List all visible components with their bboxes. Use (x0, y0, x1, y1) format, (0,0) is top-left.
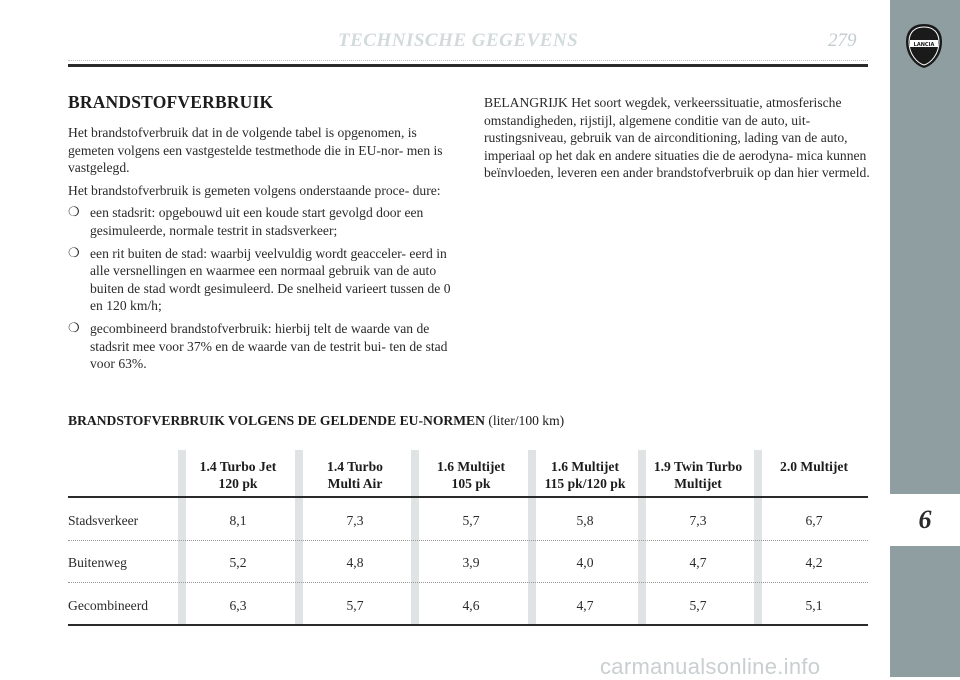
table-title (68, 413, 564, 429)
lancia-logo (904, 22, 944, 70)
table-cell: 7,3 (689, 513, 707, 528)
row-separator (68, 582, 868, 583)
table-cell: 5,2 (229, 555, 247, 570)
list-item (68, 245, 464, 315)
row-label: Buitenweg (68, 555, 127, 570)
column-header: 1.4 Turbo Jet 120 pk (199, 459, 277, 491)
table-cell: 5,7 (462, 513, 480, 528)
column-separator (178, 450, 186, 626)
procedure-paragraph: Het brandstofverbruik is gemeten volgens onderstaande proce- dure: (68, 182, 441, 198)
column-separator (411, 450, 419, 626)
column-separator (295, 450, 303, 626)
table-cell: 4,2 (805, 555, 823, 570)
table-cell: 4,6 (462, 598, 480, 613)
watermark: carmanualsonline.info (600, 654, 821, 679)
table-cell: 5,1 (805, 598, 823, 613)
list-item-text: gecombineerd brandstofverbruik: hierbij telt de waarde van de stadsrit mee voor 37% en de waarde van de testrit bui- ten de stad voor 63%. (90, 320, 448, 372)
svg-text:LANCIA: LANCIA (913, 42, 935, 48)
table-cell: 3,9 (462, 555, 480, 570)
column-header: 1.4 Turbo Multi Air (327, 459, 383, 491)
table-cell: 7,3 (346, 513, 364, 528)
header-title: TECHNISCHE GEGEVENS (338, 30, 579, 51)
list-item (68, 320, 464, 373)
table-unit: (liter/100 km) (488, 413, 565, 428)
column-header: 1.6 Multijet 115 pk/120 pk (544, 459, 626, 491)
intro-paragraph: Het brandstofverbruik dat in de volgende tabel is opgenomen, is gemeten volgens een vastgestelde testmethode die in EU-nor- men is vastgelegd. (68, 125, 443, 176)
list-item-text: een stadsrit: opgebouwd uit een koude start gevolgd door een gesimuleerde, normale testrit in stadsverkeer; (90, 205, 424, 238)
bullet-icon: ❍ (68, 244, 80, 260)
column-header: 1.6 Multijet 105 pk (437, 459, 505, 491)
table-cell: 6,3 (229, 598, 247, 613)
table-footer-rule (68, 624, 868, 626)
table-title-text: BRANDSTOFVERBRUIK VOLGENS DE GELDENDE EU-NORMEN (68, 413, 485, 428)
table-cell: 5,7 (346, 598, 364, 613)
row-separator (68, 540, 868, 541)
column-header: 1.9 Twin Turbo Multijet (653, 459, 743, 491)
column-separator (754, 450, 762, 626)
header-rule (68, 64, 868, 67)
section-title: BRANDSTOFVERBRUIK (68, 92, 274, 112)
table-cell: 4,7 (689, 555, 707, 570)
page-number: 279 (828, 30, 857, 51)
table-cell: 8,1 (229, 513, 247, 528)
bullet-icon: ❍ (68, 204, 80, 220)
table-header-rule (68, 496, 868, 498)
chapter-number: 6 (918, 505, 932, 534)
table-cell: 4,7 (576, 598, 594, 613)
table-cell: 4,0 (576, 555, 594, 570)
right-column (484, 94, 870, 182)
row-label: Stadsverkeer (68, 513, 139, 528)
list-item-text: een rit buiten de stad: waarbij veelvuldig wordt geacceler- eerd in alle versnellingen en waarmee een normaal gebruik van de auto buiten de stad wordt gesimuleerd. De snelheid varieert tussen de 0 en 120 km/h; (90, 245, 451, 314)
header-dotted-rule (68, 60, 868, 61)
important-note: BELANGRIJK Het soort wegdek, verkeerssituatie, atmosferische omstandigheden, rijstijl, algemene conditie van de auto, uit- rustingsniveau, gebruik van de airconditioning, lading van de auto, imperiaal op het dak en andere situaties die de aerodyna- mica kunnen beïnvloeden, leveren een ander brandstofverbruik op dan hier vermeld. (484, 95, 870, 181)
table-cell: 5,8 (576, 513, 594, 528)
table-cell: 6,7 (805, 513, 823, 528)
table-cell: 5,7 (689, 598, 707, 613)
table-cell: 4,8 (346, 555, 364, 570)
column-header: 2.0 Multijet (780, 459, 848, 474)
chapter-sidebar (890, 0, 960, 677)
left-column (68, 124, 464, 378)
bullet-icon: ❍ (68, 319, 80, 335)
list-item (68, 204, 464, 239)
row-label: Gecombineerd (68, 598, 149, 613)
